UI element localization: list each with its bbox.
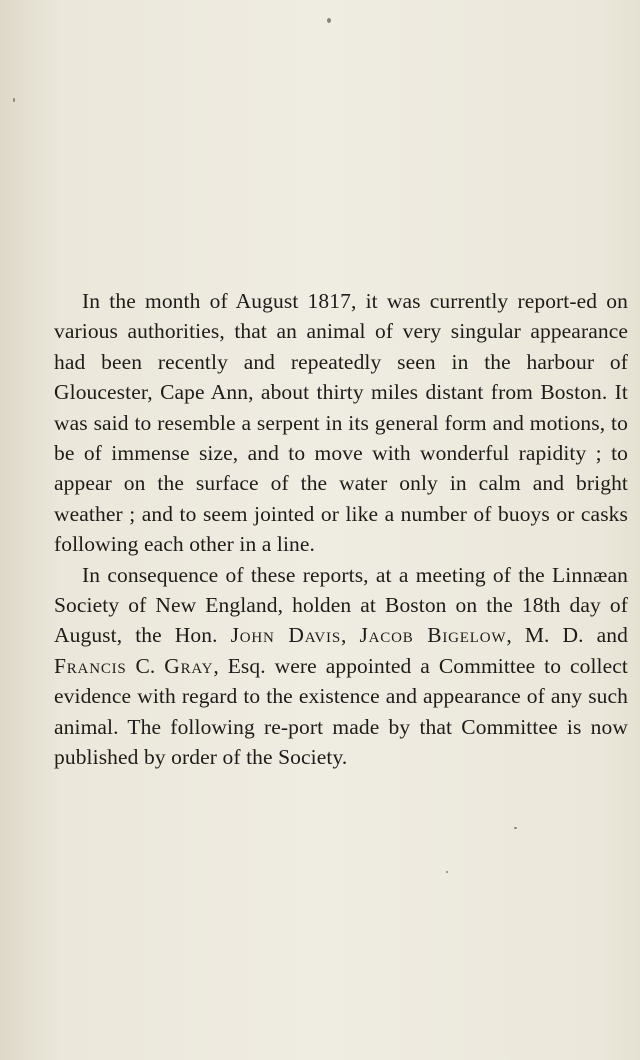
paragraph-text: , Esq. were appointed a Committee to collect evidence with regard to the existence and appearance of any such animal. The following re-port made by that Committee is now published by order of the Society. <box>54 653 628 770</box>
paragraph-2 <box>54 560 628 773</box>
paragraph-text: , M. D. and <box>506 623 628 648</box>
page-speck <box>446 871 448 873</box>
body-text <box>54 286 628 773</box>
page-speck <box>514 827 517 829</box>
page-speck <box>13 98 15 102</box>
paragraph-1 <box>54 286 628 560</box>
person-name-jacob-bigelow: Jacob Bigelow <box>359 623 507 648</box>
person-name-john-davis: John Davis <box>230 623 341 648</box>
person-name-gray: Gray <box>164 653 214 678</box>
page-speck <box>327 18 331 23</box>
paragraph-text: In consequence of these reports, at a meeting of the Linnæan Society of New England, holden at Boston on the 18th day of August, the Hon. <box>54 562 628 648</box>
person-name-francis: Francis <box>54 653 127 678</box>
paragraph-text: C. <box>126 653 165 678</box>
paragraph-text: , <box>340 623 360 648</box>
paragraph-text: In the month of August 1817, it was currently report-ed on various authorities, that an animal of very singular appearance had been recently and repeatedly seen in the harbour of Gloucester, Cape Ann, about thirty miles distant from Boston. It was said to resemble a serpent in its general form and motions, to be of immense size, and to move with wonderful rapidity ; to appear on the surface of the water only in calm and bright weather ; and to seem jointed or like a number of buoys or casks following each other in a line. <box>54 289 628 557</box>
